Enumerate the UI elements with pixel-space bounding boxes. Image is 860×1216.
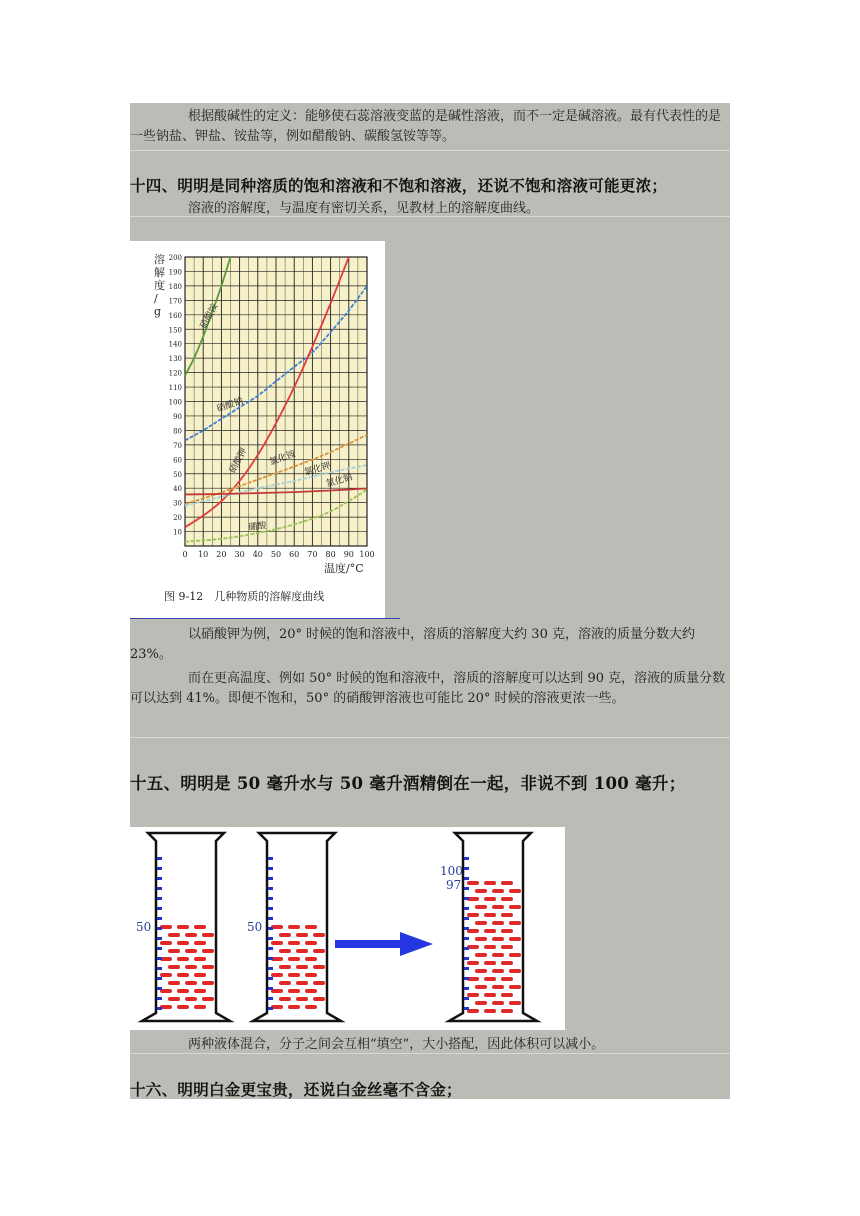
paragraph-kno3-50: 而在更高温度、例如 50° 时候的饱和溶液中，溶质的溶解度可以达到 90 克，溶液的质量分数可以达到 41%。即便不饱和，50° 的硝酸钾溶液也可能比 20° 时候的溶液更浓一些。	[130, 671, 726, 706]
alcohol-cylinder	[253, 833, 341, 1021]
series-label: 氯化铵	[268, 449, 297, 468]
y-tick-label: 60	[173, 456, 182, 465]
label-100: 100	[440, 864, 463, 878]
label-97: 97	[446, 878, 462, 892]
beaker-svg	[130, 827, 565, 1030]
paragraph-mixing: 两种液体混合，分子之间会互相“填空”，大小搭配，因此体积可以减小。	[188, 1037, 605, 1052]
x-tick-label: 10	[198, 550, 209, 559]
solubility-chart	[130, 241, 385, 618]
y-tick-label: 130	[168, 355, 182, 364]
y-tick-label: 30	[173, 499, 182, 508]
paragraph-kno3-20: 以硝酸钾为例，20° 时候的饱和溶液中，溶质的溶解度大约 30 克，溶液的质量分数大约 23%。	[130, 627, 695, 662]
y-tick-label: 50	[173, 470, 182, 479]
x-tick-label: 100	[359, 550, 375, 559]
y-tick-label: 150	[168, 326, 182, 335]
paragraph-solubility: 溶液的溶解度，与温度有密切关系，见教材上的溶解度曲线。	[188, 201, 540, 216]
y-tick-label: 180	[168, 282, 182, 291]
y-axis-label: 溶解度/ g	[154, 253, 165, 318]
x-tick-label: 20	[216, 550, 227, 559]
heading-14: 十四、明明是同种溶质的饱和溶液和不饱和溶液，还说不饱和溶液可能更浓；	[130, 176, 668, 195]
series-label: 氯化钠	[325, 472, 354, 490]
document-page	[130, 103, 730, 1099]
y-tick-label: 160	[168, 311, 182, 320]
arrow-right-icon	[335, 932, 433, 956]
x-tick-label: 40	[252, 550, 263, 559]
y-tick-label: 10	[173, 528, 182, 537]
y-tick-label: 190	[168, 268, 182, 277]
y-tick-label: 170	[168, 297, 182, 306]
heading-15: 十五、明明是 50 毫升水与 50 毫升酒精倒在一起，非说不到 100 毫升；	[130, 774, 686, 793]
x-tick-label: 60	[289, 550, 300, 559]
heading-16: 十六、明明白金更宝贵，还说白金丝毫不含金；	[130, 1080, 462, 1099]
y-tick-label: 140	[168, 340, 182, 349]
series-label: 硝酸钠	[215, 396, 245, 415]
series-label: 硼酸	[247, 521, 267, 534]
x-tick-label: 50	[270, 550, 282, 559]
y-tick-label: 200	[168, 254, 182, 262]
y-tick-label: 40	[173, 485, 182, 494]
y-tick-label: 70	[173, 441, 182, 450]
x-tick-label: 80	[325, 550, 336, 559]
label-50-b: 50	[247, 920, 263, 934]
chart-title: 图 9-12 几种物质的溶解度曲线	[164, 590, 325, 603]
x-tick-label: 90	[343, 550, 354, 559]
x-axis-label: 温度/°C	[324, 562, 364, 575]
x-tick-label: 0	[182, 550, 188, 559]
series-label: 氯化钾	[303, 461, 332, 479]
series-label: 硝酸铵	[198, 302, 221, 331]
y-tick-label: 120	[168, 369, 182, 378]
y-tick-label: 100	[168, 398, 182, 407]
water-cylinder	[142, 833, 230, 1021]
mixed-cylinder	[449, 833, 537, 1021]
label-50-a: 50	[136, 920, 152, 934]
y-tick-label: 110	[168, 384, 182, 393]
y-tick-label: 20	[173, 514, 182, 523]
solubility-chart-svg	[130, 241, 385, 618]
y-tick-label: 90	[173, 412, 182, 421]
x-tick-label: 70	[307, 550, 318, 559]
series-label: 硝酸钾	[227, 446, 250, 476]
y-tick-label: 80	[173, 427, 182, 436]
mixing-illustration	[130, 827, 565, 1030]
paragraph-litmus: 根据酸碱性的定义：能够使石蕊溶液变蓝的是碱性溶液，而不一定是碱溶液。最有代表性的是一些钠盐、钾盐、铵盐等，例如醋酸钠、碳酸氢铵等等。	[130, 109, 722, 144]
x-tick-label: 30	[234, 550, 245, 559]
